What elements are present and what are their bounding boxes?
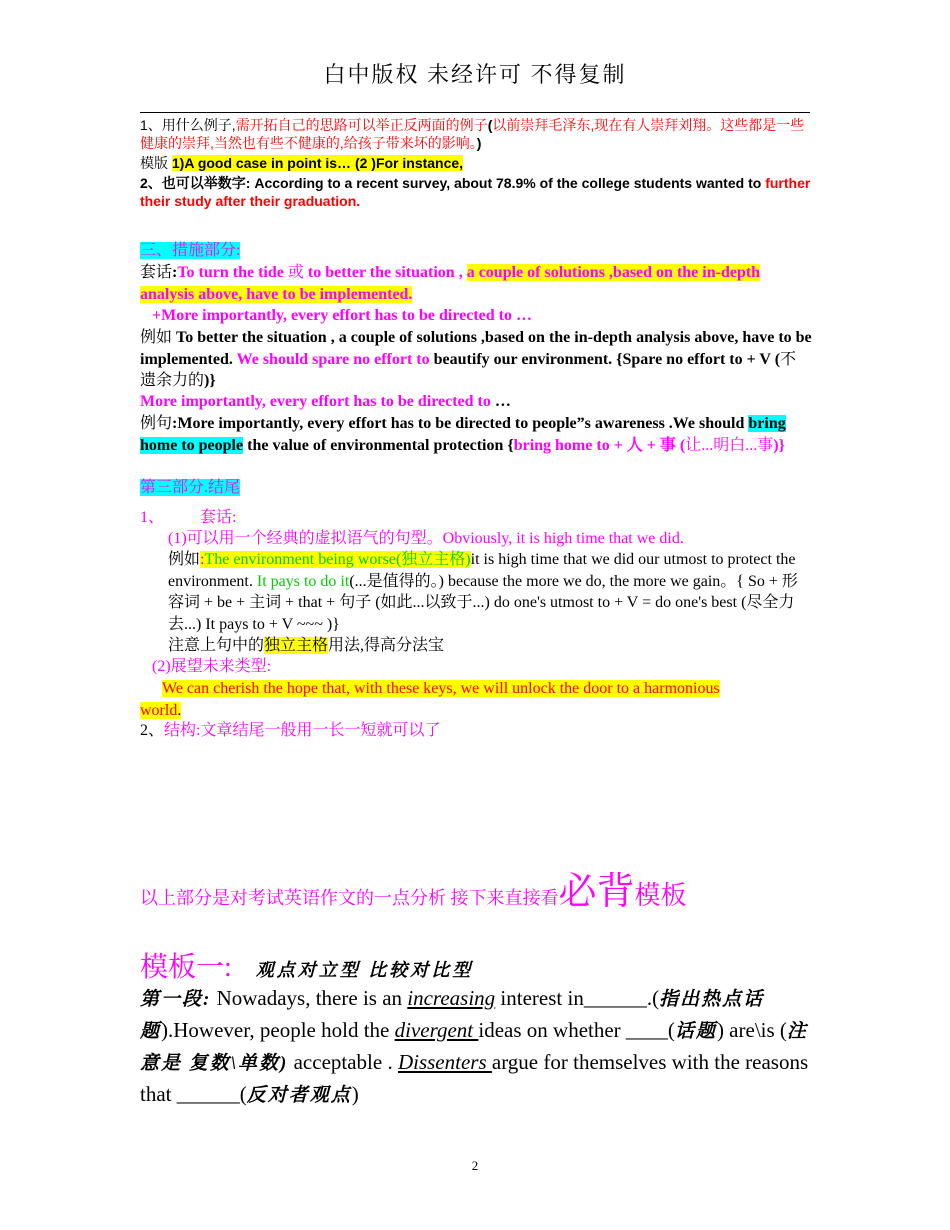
list-item-structure xyxy=(140,720,820,742)
text-run: 模板 xyxy=(634,881,687,910)
paragraph-hope xyxy=(140,678,730,721)
text-run: bring home to + 人 + 事 ( xyxy=(513,436,686,454)
highlight-text: We can cherish the hope that, with these keys, we will unlock the door to a harmonious world xyxy=(140,680,720,719)
section-heading-text: 第三部分.结尾 xyxy=(140,479,241,496)
paragraph-more-importantly-2 xyxy=(140,391,812,413)
text-run: ) are\is ( xyxy=(716,1018,787,1042)
text-run: :More importantly, every effort has to be directed to people”s awareness .We should xyxy=(172,415,749,432)
text-run: 或 xyxy=(283,264,308,281)
header-divider xyxy=(140,112,810,113)
page-number: 2 xyxy=(471,1158,479,1173)
text-run: 反对者观点 xyxy=(246,1085,352,1106)
paragraph-example xyxy=(140,327,812,392)
template-subtitle: 观点对立型 比较对比型 xyxy=(255,960,474,980)
text-run: … xyxy=(490,393,511,410)
text-run: It pays to do it xyxy=(256,572,350,590)
section-heading-measures xyxy=(140,240,812,262)
paragraph-example-absolute xyxy=(168,549,808,635)
paragraph-example-sentence xyxy=(140,413,812,456)
text-run: )} xyxy=(773,436,785,454)
template-title: 模板一: xyxy=(140,952,232,983)
text-run: argue for themselves with the reasons that ______( xyxy=(140,1050,809,1106)
text-run: 不遗余力的 xyxy=(140,350,797,389)
page-header-title: 白中版权 未经许可 不得复制 xyxy=(323,62,627,87)
text-run: increasing xyxy=(407,986,496,1010)
text-run: further their study after their graduation. xyxy=(140,175,811,209)
template-paragraph-1 xyxy=(140,983,815,1111)
text-run: to better the situation , xyxy=(307,264,467,281)
text-run: : xyxy=(172,264,178,281)
list-number: 1、 xyxy=(140,509,165,526)
text-run: interest in______.( xyxy=(495,986,660,1010)
text-run: beautify our environment. {Spare no effort to + V ( xyxy=(429,350,781,368)
text-run: 模版 xyxy=(140,155,172,171)
list-number: 2、 xyxy=(140,722,165,739)
list-item-set-phrase xyxy=(140,507,820,529)
text-run: 2、也可以举数字: According to a recent survey, about 78.9% of the college students wanted to xyxy=(140,175,766,191)
text-run: 套话 xyxy=(140,264,173,281)
text-run: 指出热点话题 xyxy=(140,989,765,1042)
text-run: 1、用什么例子, xyxy=(140,117,236,133)
text-run: 结构:文章结尾一般用一长一短就可以了 xyxy=(164,722,441,739)
text-run: 套话: xyxy=(200,509,237,526)
paragraph-use-numbers xyxy=(140,174,812,210)
text-run: ideas on whether ____( xyxy=(478,1018,675,1042)
highlight-text: a couple of solutions ,based on the in-depth analysis above, have to be implemented. xyxy=(140,264,761,303)
text-run: We should spare no effort to xyxy=(236,350,430,368)
text-run: 例如 xyxy=(140,329,177,346)
highlight-text: 1)A good case in point is… (2 )For instance, xyxy=(171,155,464,171)
text-run: )} xyxy=(204,372,216,389)
text-run: Dissenters xyxy=(397,1050,492,1074)
highlight-text: bring home to people xyxy=(140,415,786,454)
paragraph-template-phrases xyxy=(140,154,812,172)
text-run: divergent xyxy=(394,1018,479,1042)
text-run: 以上部分是对考试英语作文的一点分析 接下来直接看 xyxy=(140,888,559,908)
text-run: acceptable . xyxy=(288,1050,398,1074)
highlight-text: The environment being worse(独立主格) xyxy=(204,551,471,568)
text-run: . xyxy=(177,701,182,719)
text-run: 注意是 复数\单数) xyxy=(140,1021,808,1074)
emphasis-text: 必背 xyxy=(558,871,635,913)
text-run: ).However, people hold the xyxy=(161,1018,395,1042)
section-heading-conclusion xyxy=(140,477,812,499)
paragraph-more-importantly: +More importantly, every effort has to be directed to … xyxy=(140,307,532,324)
text-run: 话题 xyxy=(674,1021,717,1042)
paragraph-subjunctive: (1)可以用一个经典的虚拟语气的句型。Obviously, it is high time that we did. xyxy=(168,530,684,547)
text-run: 用法,得高分法宝 xyxy=(328,637,445,654)
text-run: 让...明白...事 xyxy=(685,436,774,454)
paragraph-template-intro xyxy=(140,868,840,922)
text-run: To turn the tide xyxy=(177,264,284,281)
text-run: ) xyxy=(476,135,482,151)
text-run: 第一段: xyxy=(140,989,212,1010)
section-heading-text: 三、措施部分: xyxy=(140,242,241,259)
text-run: : xyxy=(200,551,205,568)
text-run: 需开拓自己的思路可以举正反两面的例子 xyxy=(235,117,488,133)
text-run: ) xyxy=(351,1082,359,1106)
paragraph-example-types xyxy=(140,116,812,152)
text-run: the value of environmental protection { xyxy=(243,436,514,454)
text-run: it is high time that we did our utmost to protect the environment. xyxy=(168,551,796,590)
text-run: 以前崇拜毛泽东,现在有人崇拜刘翔。这些都是一些健康的崇拜,当然也有些不健康的,给孩子带来坏的影响。 xyxy=(140,117,805,151)
paragraph-outlook: (2)展望未来类型: xyxy=(152,658,272,675)
text-run: More importantly, every effort has to be directed to xyxy=(140,393,491,410)
text-run: 注意上句中的 xyxy=(168,637,265,654)
text-run: Nowadays, there is an xyxy=(216,986,408,1010)
paragraph-set-phrase xyxy=(140,262,812,305)
text-run: ( xyxy=(487,117,493,133)
text-run: 例如 xyxy=(168,551,201,568)
paragraph-note xyxy=(168,635,808,657)
text-run: 例句 xyxy=(140,415,173,432)
highlight-text: 独立主格 xyxy=(264,637,329,654)
text-run: To better the situation , a couple of solutions ,based on the in-depth analysis above, have to be implemented. xyxy=(140,329,812,368)
text-run: (...是值得的。) because the more we do, the more we gain。{ So + 形容词 + be + 主词 + that + 句子 (如此...以致于...) do one's utmost to + V = do one's best (尽全力去...) It pays to + V ~~~ )} xyxy=(168,572,798,633)
